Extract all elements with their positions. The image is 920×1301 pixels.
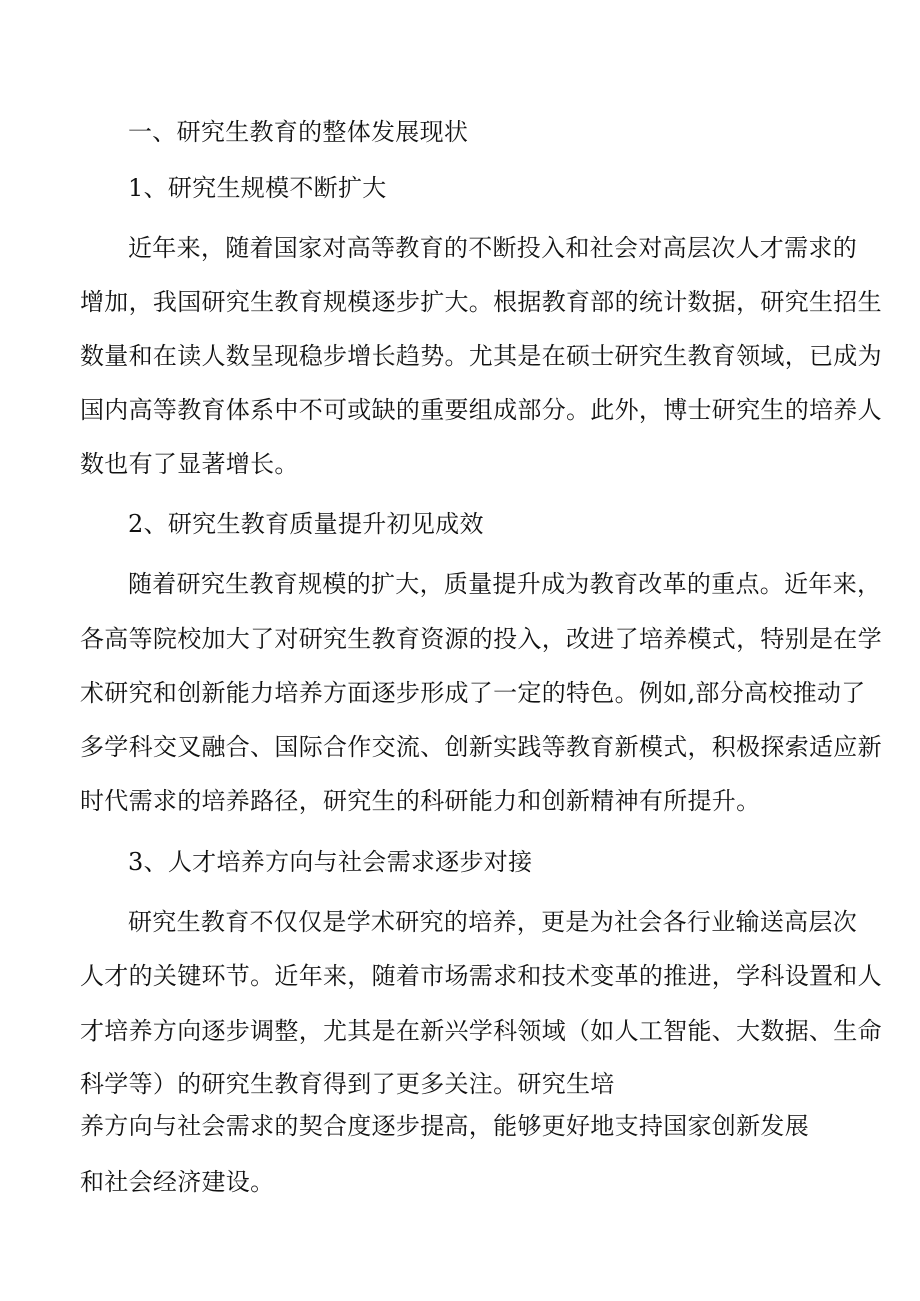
subsection-heading-1: 1、研究生规模不断扩大 [128, 174, 387, 202]
paragraph-line: 术研究和创新能力培养方面逐步形成了一定的特色。例如,部分高校推动了 [80, 679, 866, 707]
paragraph-line: 各高等院校加大了对研究生教育资源的投入，改进了培养模式，特别是在学 [80, 625, 882, 653]
paragraph-line: 近年来，随着国家对高等教育的不断投入和社会对高层次人才需求的 [128, 234, 857, 262]
paragraph-line: 时代需求的培养路径，研究生的科研能力和创新精神有所提升。 [80, 787, 761, 815]
paragraph-line: 才培养方向逐步调整，尤其是在新兴学科领域（如人工智能、大数据、生命 [80, 1017, 882, 1045]
paragraph-line: 随着研究生教育规模的扩大，质量提升成为教育改革的重点。近年来， [128, 570, 882, 598]
paragraph-line: 国内高等教育体系中不可或缺的重要组成部分。此外，博士研究生的培养人 [80, 396, 882, 424]
paragraph-line: 增加，我国研究生教育规模逐步扩大。根据教育部的统计数据，研究生招生 [80, 288, 882, 316]
paragraph-line: 人才的关键环节。近年来，随着市场需求和技术变革的推进，学科设置和人 [80, 962, 882, 990]
paragraph-line: 多学科交叉融合、国际合作交流、创新实践等教育新模式，积极探索适应新 [80, 733, 882, 761]
paragraph-line: 数也有了显著增长。 [80, 450, 299, 478]
paragraph-line: 科学等）的研究生教育得到了更多关注。研究生培 [80, 1070, 615, 1098]
subsection-heading-2: 2、研究生教育质量提升初见成效 [128, 510, 484, 538]
paragraph-line: 养方向与社会需求的契合度逐步提高，能够更好地支持国家创新发展 [80, 1112, 809, 1140]
paragraph-line: 研究生教育不仅仅是学术研究的培养，更是为社会各行业输送高层次 [128, 908, 857, 936]
paragraph-line: 数量和在读人数呈现稳步增长趋势。尤其是在硕士研究生教育领域，已成为 [80, 342, 882, 370]
subsection-heading-3: 3、人才培养方向与社会需求逐步对接 [128, 848, 533, 876]
paragraph-line: 和社会经济建设。 [80, 1168, 275, 1196]
section-title: 一、研究生教育的整体发展现状 [128, 118, 469, 146]
